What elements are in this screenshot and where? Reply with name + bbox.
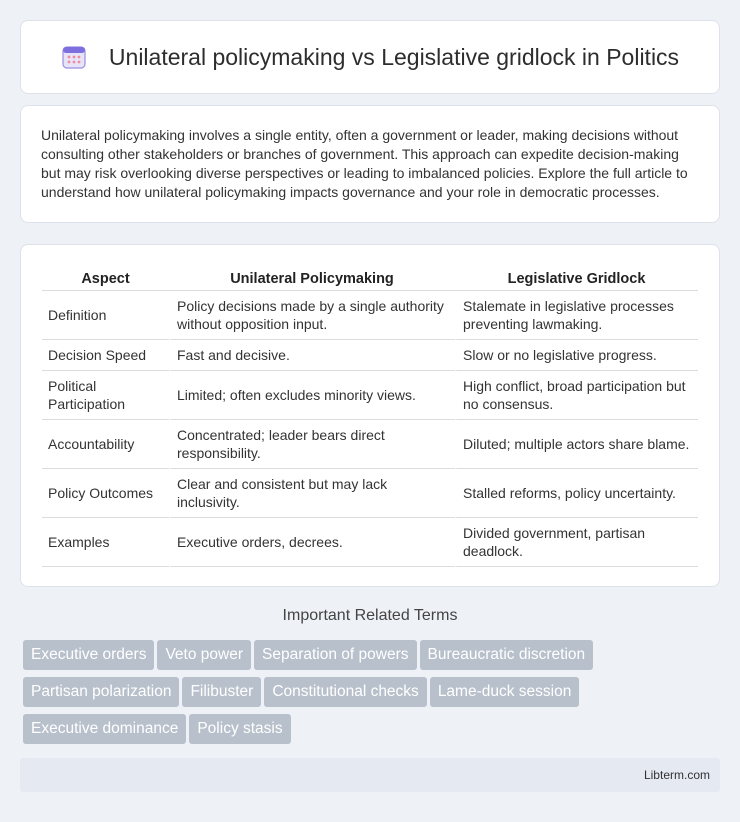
table-header-row — [42, 265, 698, 291]
table-cell: Policy Outcomes — [42, 469, 169, 518]
table-cell: Diluted; multiple actors share blame. — [455, 420, 698, 469]
table-cell: Decision Speed — [42, 340, 169, 371]
table-cell: Policy decisions made by a single authority without opposition input. — [169, 291, 455, 340]
table-cell: Examples — [42, 518, 169, 567]
table-row — [42, 518, 698, 567]
table-cell: Executive orders, decrees. — [169, 518, 455, 567]
table-cell: Stalled reforms, policy uncertainty. — [455, 469, 698, 518]
column-header-unilateral: Unilateral Policymaking — [169, 265, 455, 291]
footer-site-link[interactable]: Libterm.com — [643, 768, 710, 782]
comparison-table-card — [20, 244, 720, 587]
related-term-tag[interactable]: Filibuster — [182, 677, 261, 707]
table-cell: Fast and decisive. — [169, 340, 455, 371]
table-cell: Concentrated; leader bears direct responsibility. — [169, 420, 455, 469]
table-cell: Political Participation — [42, 371, 169, 420]
related-term-tag[interactable]: Constitutional checks — [264, 677, 426, 707]
header-card — [20, 20, 720, 94]
related-term-tag[interactable]: Lame-duck session — [430, 677, 580, 707]
related-terms-list — [23, 640, 723, 751]
table-cell: Accountability — [42, 420, 169, 469]
table-row — [42, 469, 698, 518]
column-header-gridlock: Legislative Gridlock — [455, 265, 698, 291]
table-cell: Slow or no legislative progress. — [455, 340, 698, 371]
calendar-icon — [61, 44, 87, 70]
table-cell: Divided government, partisan deadlock. — [455, 518, 698, 567]
table-cell: Definition — [42, 291, 169, 340]
comparison-table — [42, 265, 698, 567]
table-row — [42, 371, 698, 420]
related-term-tag[interactable]: Bureaucratic discretion — [420, 640, 594, 670]
related-term-tag[interactable]: Separation of powers — [254, 640, 416, 670]
table-cell: Clear and consistent but may lack inclusivity. — [169, 469, 455, 518]
column-header-aspect: Aspect — [42, 265, 169, 291]
page-title: Unilateral policymaking vs Legislative gridlock in Politics — [108, 43, 680, 70]
related-term-tag[interactable]: Partisan polarization — [23, 677, 179, 707]
table-cell: High conflict, broad participation but no consensus. — [455, 371, 698, 420]
related-terms-title: Important Related Terms — [282, 607, 458, 624]
related-term-tag[interactable]: Policy stasis — [189, 714, 290, 744]
intro-text: Unilateral policymaking involves a single entity, often a government or leader, making decisions without consulting other stakeholders or branches of government. This approach can expedite decision-making but may risk overlooking diverse perspectives or leading to imbalanced policies. Explore the full article to understand how unilateral policymaking impacts governance and your role in democratic processes. — [41, 127, 688, 200]
table-cell: Limited; often excludes minority views. — [169, 371, 455, 420]
related-term-tag[interactable]: Veto power — [157, 640, 251, 670]
table-row — [42, 420, 698, 469]
related-term-tag[interactable]: Executive orders — [23, 640, 154, 670]
table-row — [42, 291, 698, 340]
related-term-tag[interactable]: Executive dominance — [23, 714, 186, 744]
footer — [20, 758, 720, 792]
table-cell: Stalemate in legislative processes preventing lawmaking. — [455, 291, 698, 340]
table-row — [42, 340, 698, 371]
intro-card — [20, 105, 720, 223]
